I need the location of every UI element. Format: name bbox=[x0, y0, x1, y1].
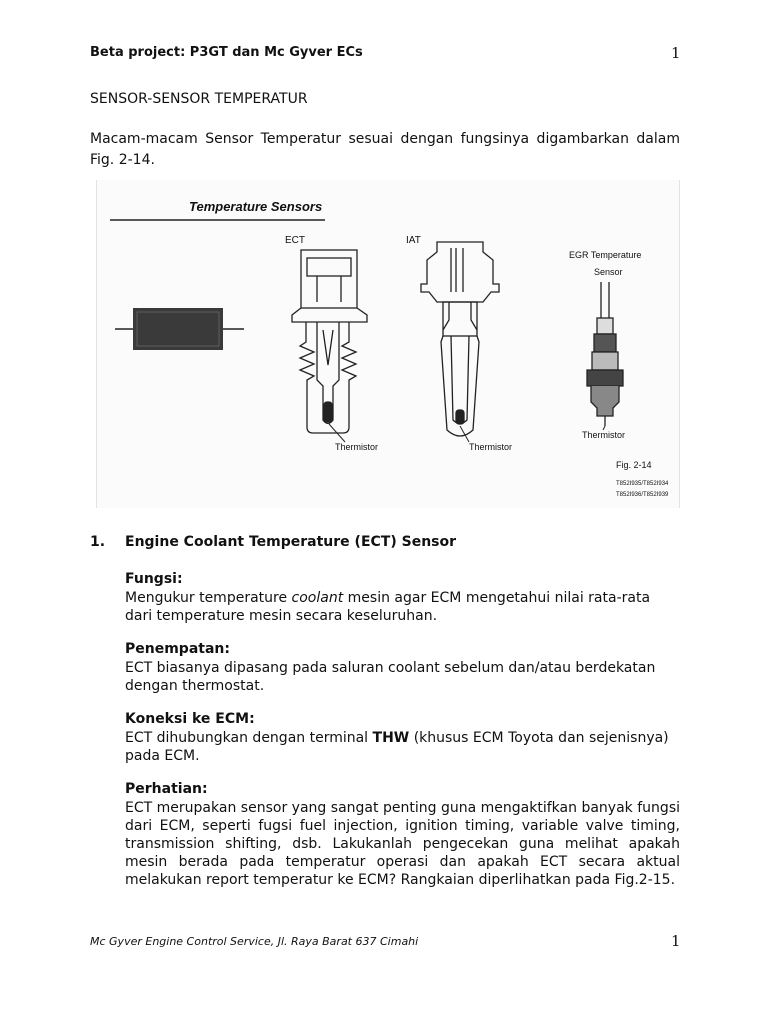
intro-paragraph: Macam-macam Sensor Temperatur sesuai dengan fungsinya digambarkan dalam Fig. 2-14. bbox=[90, 131, 680, 168]
penempatan-text: ECT biasanya dipasang pada saluran coolant sebelum dan/atau berdekatan dengan thermostat. bbox=[125, 660, 656, 694]
egr-label-line1: EGR Temperature bbox=[569, 250, 642, 260]
header-page-number: 1 bbox=[671, 44, 681, 62]
figure-code-1: T852I935/T852I934 bbox=[616, 481, 669, 487]
fungsi-text-italic: coolant bbox=[291, 590, 344, 606]
perhatian-heading: Perhatian: bbox=[125, 781, 208, 797]
penempatan-heading: Penempatan: bbox=[125, 641, 230, 657]
block-perhatian bbox=[125, 780, 680, 889]
ect-thermistor-label: Thermistor bbox=[335, 442, 379, 452]
ect-label: ECT bbox=[285, 235, 305, 246]
figure-temperature-sensors bbox=[96, 180, 680, 508]
egr-sensor-drawing bbox=[587, 282, 623, 426]
fungsi-text-post: mesin agar ECM mengetahui nilai rata-rata dari temperature mesin secara keseluruhan. bbox=[125, 590, 651, 624]
fungsi-heading: Fungsi: bbox=[125, 571, 183, 587]
ect-sensor-drawing bbox=[292, 250, 367, 433]
koneksi-text-bold: THW bbox=[372, 730, 410, 746]
fungsi-text-pre: Mengukur temperature bbox=[125, 590, 292, 606]
figure-heading: Temperature Sensors bbox=[189, 199, 323, 214]
block-koneksi bbox=[125, 710, 680, 765]
figure-caption: Fig. 2-14 bbox=[616, 460, 652, 470]
footer-page-number: 1 bbox=[671, 932, 681, 950]
resistor-sensor-drawing bbox=[115, 308, 244, 350]
figure-code-2: T852I936/T852I939 bbox=[616, 492, 669, 498]
fungsi-text bbox=[125, 589, 680, 625]
iat-sensor-drawing bbox=[421, 242, 499, 436]
section-title: Engine Coolant Temperature (ECT) Sensor bbox=[125, 534, 457, 550]
perhatian-text: ECT merupakan sensor yang sangat penting guna mengaktifkan banyak fungsi dari ECM, seperti fugsi fuel injection, ignition timing, variable valve timing, transmission shifting, dsb. Lakukanlah pengecekan guna melihat apakah mesin berada pada temperatur operasi dan apakah ECT secara aktual melakukan report temperatur ke ECM? Rangkaian diperlihatkan pada Fig.2-15. bbox=[125, 800, 680, 888]
block-fungsi bbox=[125, 570, 680, 625]
block-penempatan bbox=[125, 640, 680, 695]
page-title: SENSOR-SENSOR TEMPERATUR bbox=[90, 91, 308, 107]
koneksi-text bbox=[125, 729, 680, 765]
egr-label-line2: Sensor bbox=[594, 267, 623, 277]
iat-thermistor-label: Thermistor bbox=[469, 442, 513, 452]
header-title: Beta project: P3GT dan Mc Gyver ECs bbox=[90, 45, 363, 60]
koneksi-text-pre: ECT dihubungkan dengan terminal bbox=[125, 730, 373, 746]
footer-text: Mc Gyver Engine Control Service, Jl. Raya Barat 637 Cimahi bbox=[90, 935, 419, 948]
egr-thermistor-label: Thermistor bbox=[582, 430, 626, 440]
koneksi-heading: Koneksi ke ECM: bbox=[125, 711, 255, 727]
koneksi-text-post: (khusus ECM Toyota dan sejenisnya) pada ECM. bbox=[125, 730, 669, 764]
iat-label: IAT bbox=[406, 235, 421, 246]
section-number: 1. bbox=[90, 534, 106, 550]
figure-illustration bbox=[97, 180, 679, 508]
